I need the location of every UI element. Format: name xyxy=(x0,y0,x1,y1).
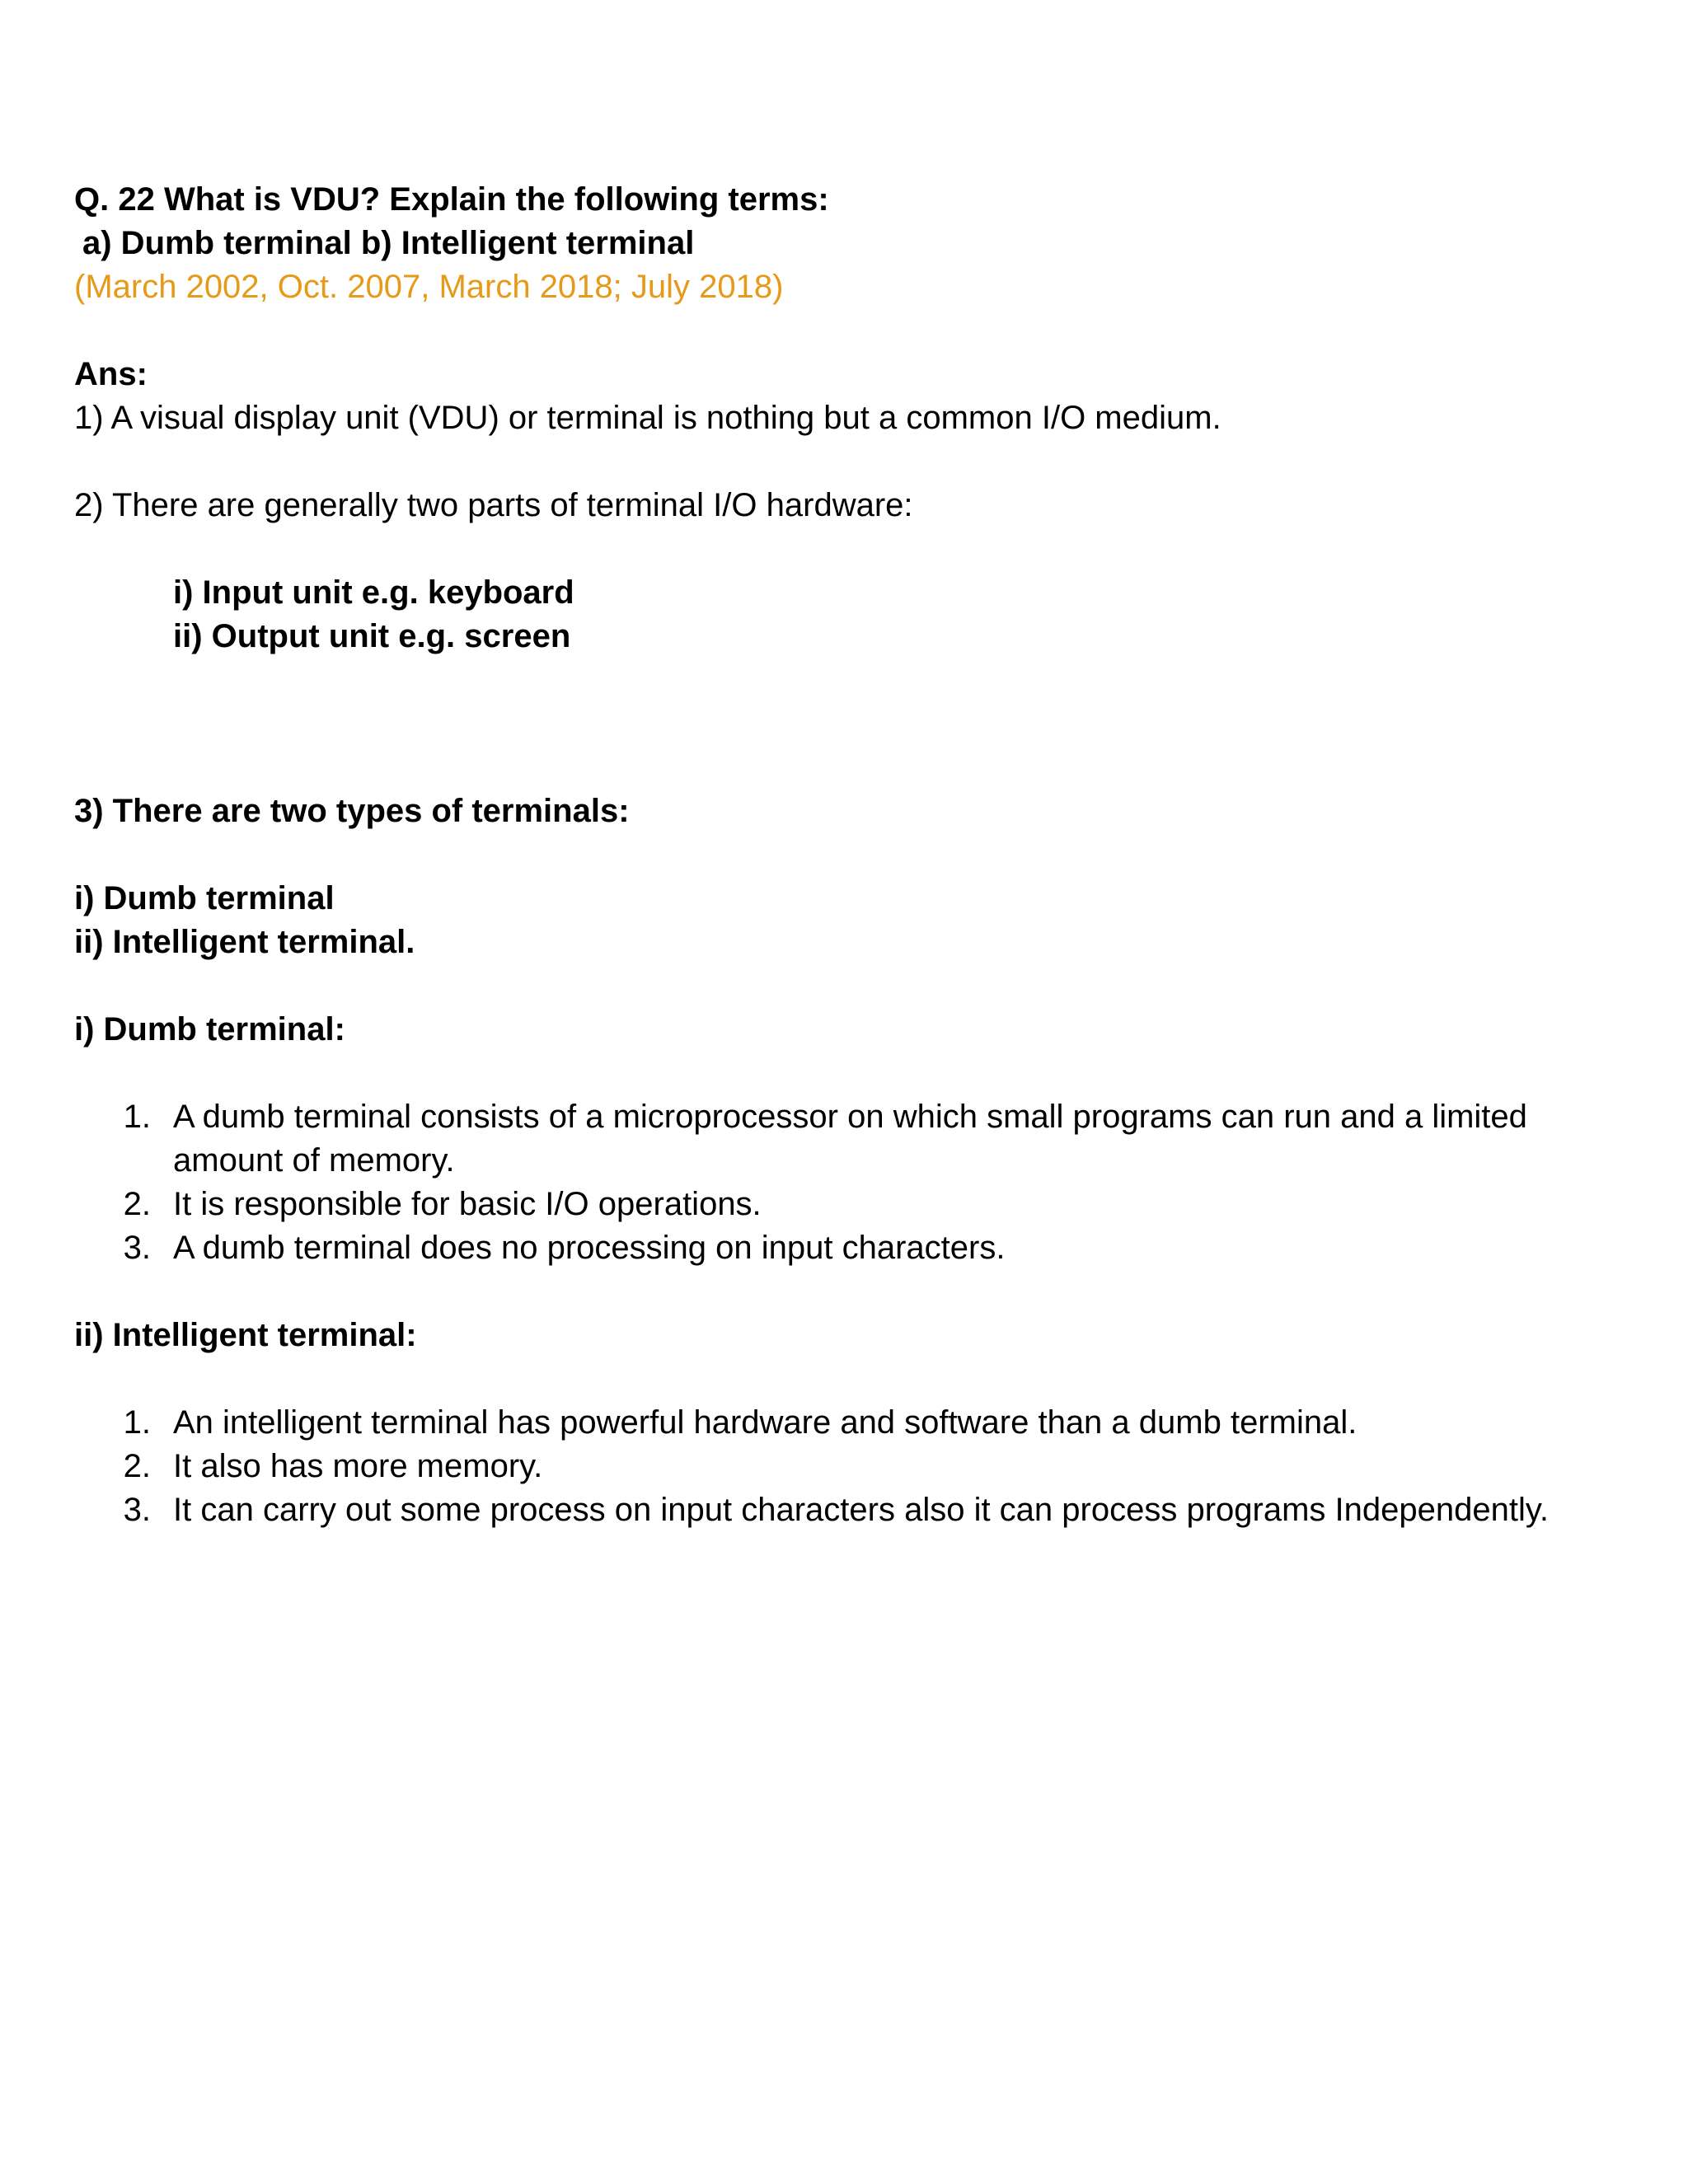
intelligent-terminal-heading: ii) Intelligent terminal: xyxy=(74,1317,417,1353)
question-years: (March 2002, Oct. 2007, March 2018; July 2018) xyxy=(74,269,784,305)
question-subtitle: a) Dumb terminal b) Intelligent terminal xyxy=(82,225,695,261)
answer-point-1: 1) A visual display unit (VDU) or terminal is nothing but a common I/O medium. xyxy=(74,400,1221,436)
list-number: 1. xyxy=(123,1099,151,1135)
list-number: 2. xyxy=(123,1186,151,1222)
list-text: An intelligent terminal has powerful hardware and software than a dumb terminal. xyxy=(173,1404,1357,1441)
intelligent-terminal-list xyxy=(74,1401,1615,1532)
type-intelligent: ii) Intelligent terminal. xyxy=(74,924,415,960)
list-text: It also has more memory. xyxy=(173,1448,543,1484)
list-item xyxy=(74,1401,1615,1445)
hardware-part-input: i) Input unit e.g. keyboard xyxy=(173,574,574,611)
list-number: 3. xyxy=(123,1492,151,1528)
list-text: A dumb terminal consists of a microprocessor on which small programs can run and a limited amount of memory. xyxy=(173,1099,1527,1179)
answer-point-3: 3) There are two types of terminals: xyxy=(74,793,630,829)
hardware-part-output: ii) Output unit e.g. screen xyxy=(173,618,571,654)
answer-point-2: 2) There are generally two parts of terminal I/O hardware: xyxy=(74,487,913,523)
list-text: It can carry out some process on input characters also it can process programs Independently. xyxy=(173,1492,1549,1528)
list-item xyxy=(74,1226,1615,1270)
answer-label: Ans: xyxy=(74,356,148,392)
list-item xyxy=(74,1445,1615,1488)
list-number: 3. xyxy=(123,1230,151,1266)
list-item xyxy=(74,1095,1615,1183)
question-title: Q. 22 What is VDU? Explain the following terms: xyxy=(74,181,829,218)
list-item xyxy=(74,1488,1615,1532)
list-number: 1. xyxy=(123,1404,151,1441)
dumb-terminal-heading: i) Dumb terminal: xyxy=(74,1011,345,1047)
document-page xyxy=(74,178,1615,1532)
list-text: It is responsible for basic I/O operations. xyxy=(173,1186,762,1222)
list-item xyxy=(74,1183,1615,1226)
list-text: A dumb terminal does no processing on input characters. xyxy=(173,1230,1006,1266)
list-number: 2. xyxy=(123,1448,151,1484)
dumb-terminal-list xyxy=(74,1095,1615,1270)
type-dumb: i) Dumb terminal xyxy=(74,880,335,916)
